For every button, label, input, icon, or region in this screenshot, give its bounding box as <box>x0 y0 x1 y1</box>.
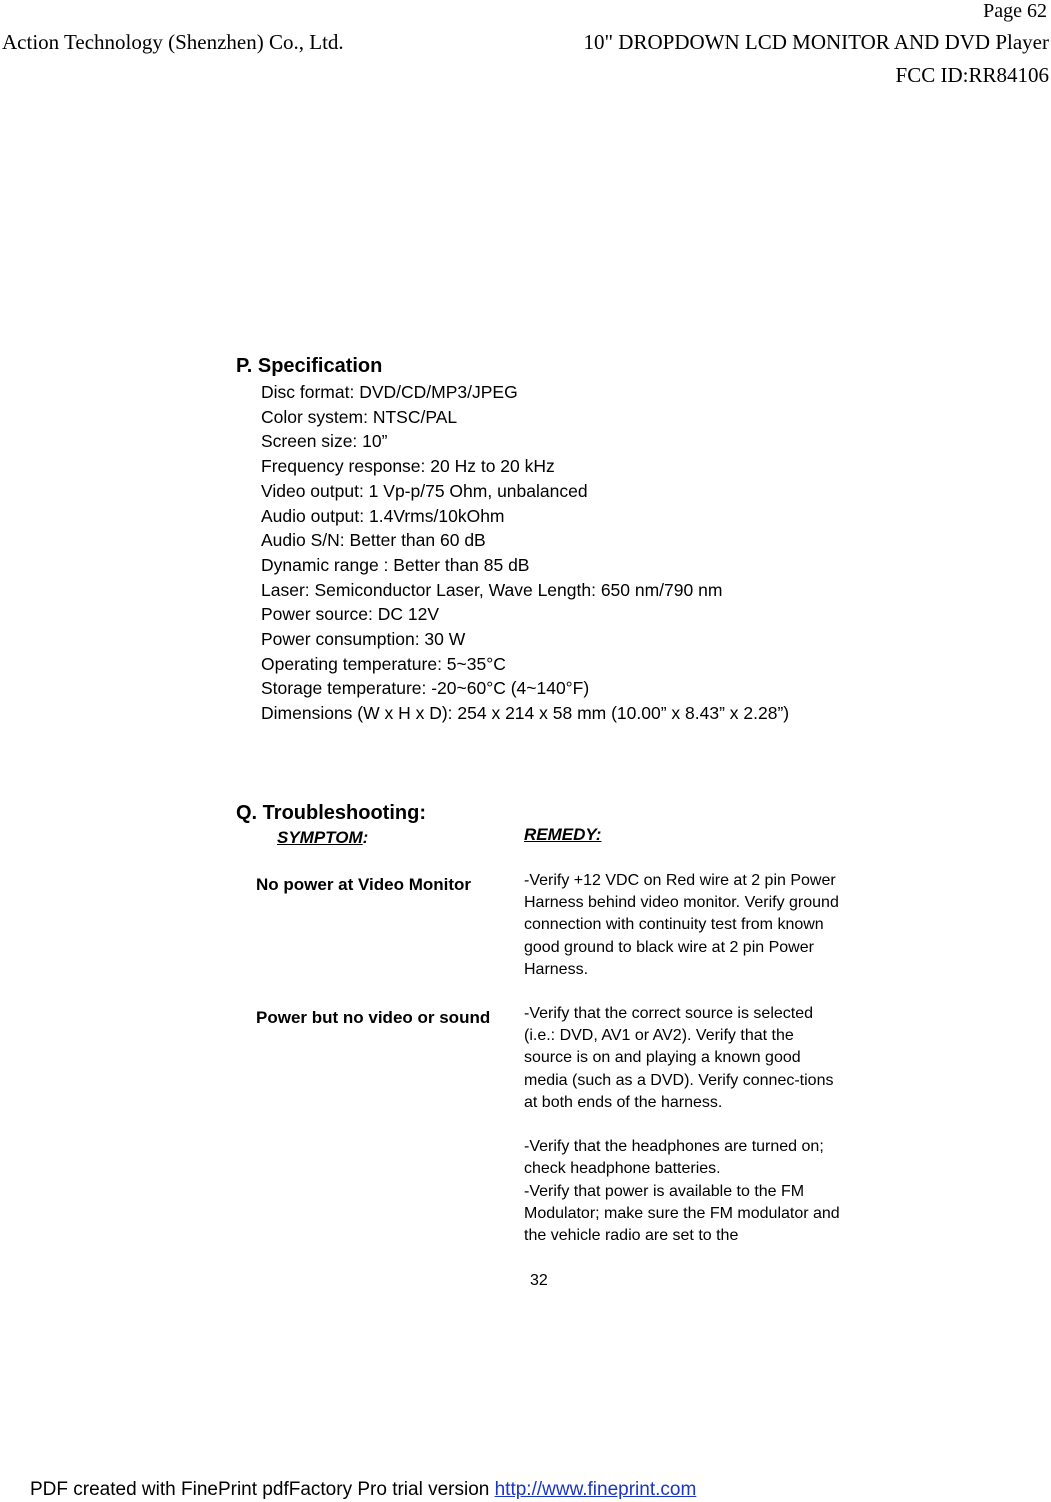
remedy-column-header: REMEDY: <box>524 825 602 844</box>
product-title: 10" DROPDOWN LCD MONITOR AND DVD Player <box>583 30 1049 54</box>
spec-item: Color system: NTSC/PAL <box>261 406 458 427</box>
spec-item: Laser: Semiconductor Laser, Wave Length: 650 nm/790 nm <box>261 579 723 600</box>
specification-heading: P. Specification <box>236 355 383 377</box>
spec-item: Audio S/N: Better than 60 dB <box>261 530 486 551</box>
footer-link[interactable]: http://www.fineprint.com <box>494 1479 697 1500</box>
spec-item: Video output: 1 Vp-p/75 Ohm, unbalanced <box>261 480 588 501</box>
spec-item: Screen size: 10” <box>261 431 388 452</box>
troubleshooting-heading: Q. Troubleshooting: <box>236 802 426 824</box>
symptom-text: No power at Video Monitor <box>256 875 472 894</box>
spec-item: Power source: DC 12V <box>261 604 439 625</box>
manual-page-number: 32 <box>530 1272 548 1289</box>
remedy-text: -Verify +12 VDC on Red wire at 2 pin Power Harness behind video monitor. Verify ground connection with continuity test from known good ground to black wire at 2 pin Power Harness. <box>524 872 839 978</box>
remedy-text: -Verify that the correct source is selected (i.e.: DVD, AV1 or AV2). Verify that the source is on and playing a known good media (such as a DVD). Verify connec-tions at both ends of the harness. <box>524 1005 834 1111</box>
remedy-text: -Verify that the headphones are turned on; check headphone batteries. <box>524 1138 824 1178</box>
specification-list <box>261 380 789 726</box>
symptom-colon: : <box>362 828 369 847</box>
remedy-text: -Verify that power is available to the FM Modulator; make sure the FM modulator and the vehicle radio are set to the <box>524 1183 840 1245</box>
spec-item: Audio output: 1.4Vrms/10kOhm <box>261 505 505 526</box>
spec-item: Frequency response: 20 Hz to 20 kHz <box>261 456 555 477</box>
symptom-column-header <box>277 828 368 848</box>
spec-item: Power consumption: 30 W <box>261 629 466 650</box>
footer-text: PDF created with FinePrint pdfFactory Pro trial version <box>30 1479 495 1500</box>
spec-item: Dimensions (W x H x D): 254 x 214 x 58 mm (10.00” x 8.43” x 2.28”) <box>261 703 790 724</box>
pdf-footer <box>30 1478 696 1502</box>
spec-item: Disc format: DVD/CD/MP3/JPEG <box>261 382 518 402</box>
page-label: Page 62 <box>983 0 1047 22</box>
spec-item: Operating temperature: 5~35°C <box>261 653 506 674</box>
fcc-id: FCC ID:RR84106 <box>895 63 1049 87</box>
spec-item: Dynamic range : Better than 85 dB <box>261 554 530 575</box>
symptom-text: Power but no video or sound <box>256 1008 491 1027</box>
spec-item: Storage temperature: -20~60°C (4~140°F) <box>261 678 590 699</box>
symptom-label: SYMPTOM <box>277 828 363 847</box>
company-name: Action Technology (Shenzhen) Co., Ltd. <box>2 30 344 54</box>
